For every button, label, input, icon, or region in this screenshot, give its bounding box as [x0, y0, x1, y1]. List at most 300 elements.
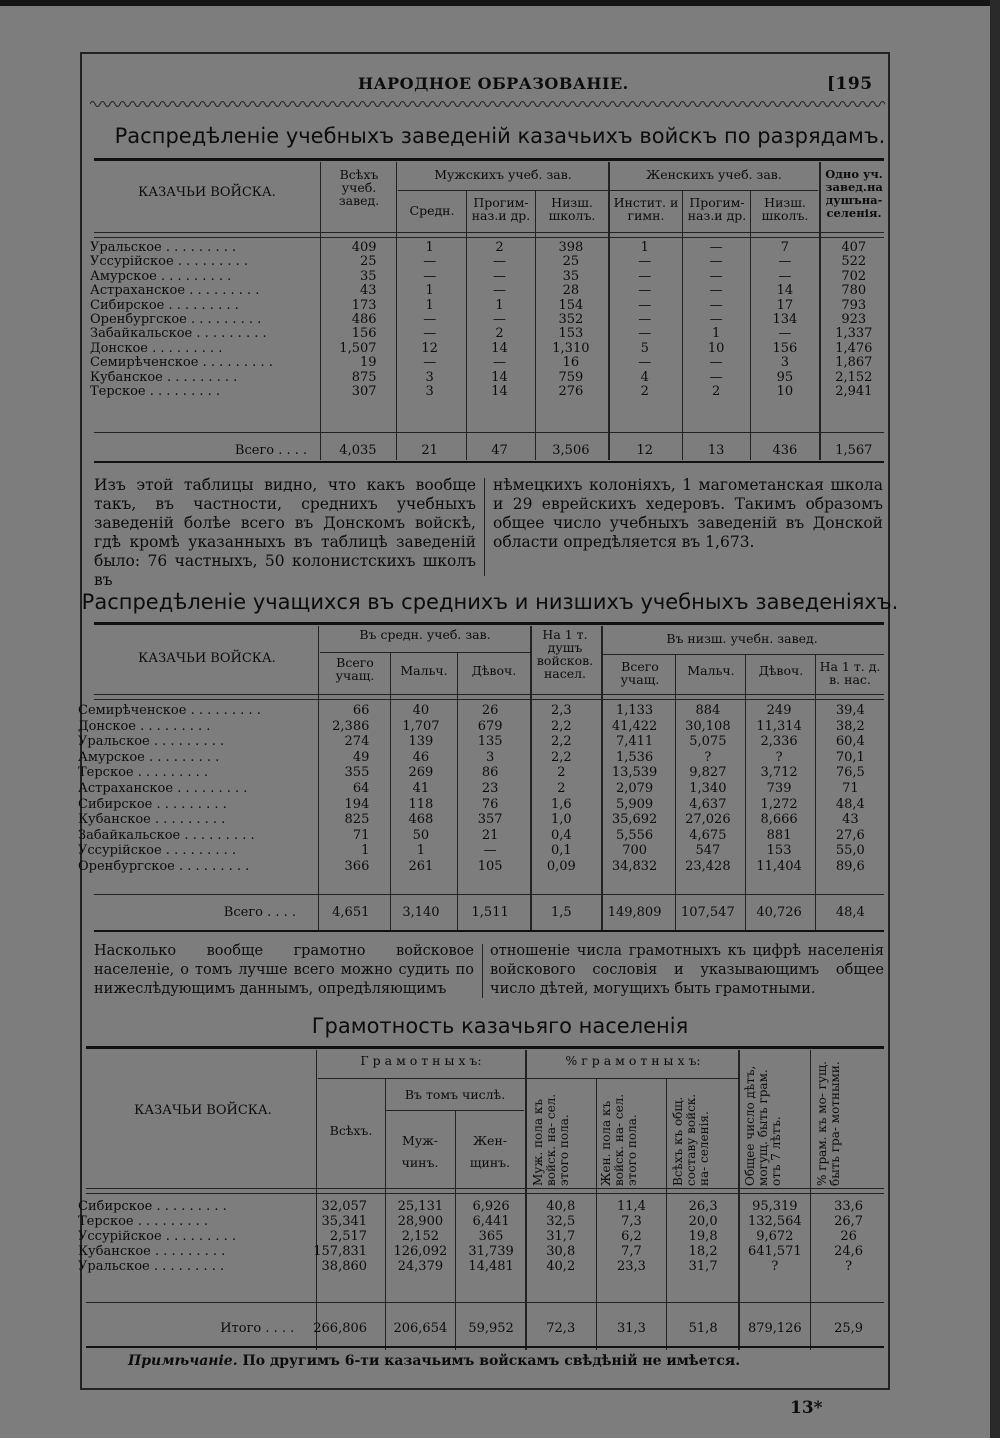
rule [94, 930, 884, 932]
table3-head-p2: Жен. пола къ войск. на- сел. этого пола. [599, 1093, 639, 1186]
table-cell: 759 [558, 369, 584, 385]
table-cell: 132,564 [747, 1214, 802, 1229]
footnote-label: Примѣчаніе. [128, 1353, 238, 1369]
table-cell: — [493, 311, 507, 327]
table-cell: 1,476 [835, 340, 873, 356]
row-label: Астраханское . . . . . . . . . [90, 284, 260, 299]
table3-head-vtom: Въ томъ числѣ. [404, 1087, 506, 1102]
table2-head-devoch2: Дѣвоч. [758, 663, 804, 678]
row-label: Амурское . . . . . . . . . [78, 750, 220, 765]
table-cell: 35 [562, 268, 580, 284]
table2-head-na1b: На 1 т. д. в. нас. [819, 659, 881, 687]
table-row [88, 313, 888, 327]
table1-title: Распредѣленіе учебныхъ заведеній казачьихъ войскъ по разрядамъ. [114, 124, 886, 148]
table-row [76, 1215, 886, 1230]
rule [320, 652, 530, 653]
row-label: Уссурійское . . . . . . . . . [90, 255, 249, 270]
table1-head-nizsh: Низш. школъ. [548, 195, 596, 223]
row-label: Кубанское . . . . . . . . . [90, 370, 238, 385]
rule [94, 622, 884, 625]
table-cell: 66 [352, 703, 370, 718]
table-cell: 118 [408, 796, 434, 812]
table-cell: 5,556 [615, 827, 654, 843]
table-cell: 25 [359, 254, 377, 270]
table-row [76, 704, 886, 720]
table-cell: 13,539 [611, 765, 658, 781]
table-cell: — [709, 311, 723, 327]
table-cell: 641,571 [747, 1244, 802, 1259]
table-row [76, 813, 886, 829]
row-label: Донское . . . . . . . . . [90, 341, 223, 356]
row-label: Всего . . . . [223, 906, 297, 920]
table-cell: 2,941 [835, 383, 873, 399]
rule [86, 1346, 884, 1348]
table-cell: — [778, 268, 792, 284]
table-cell: 26 [840, 1229, 857, 1244]
table3-head-pct: % г р а м о т н ы х ъ: [565, 1053, 701, 1068]
table-cell: 1,707 [402, 718, 440, 734]
rule [94, 232, 884, 238]
table-cell: 26 [481, 703, 499, 718]
table-cell: 4,651 [332, 905, 370, 920]
table-cell: 194 [344, 796, 370, 812]
table-cell: 4 [640, 369, 649, 385]
table-cell: 8,666 [760, 812, 798, 828]
table-cell: 780 [841, 283, 867, 299]
paragraph-2-left: Насколько вообще грамотно войсковое населеніе, о томъ лучше всего можно судить по нижеслѣдующимъ даннымъ, опредѣляющимъ [94, 943, 474, 997]
table-cell: — [638, 268, 652, 284]
rule [94, 894, 884, 895]
table-cell: 19,8 [688, 1229, 718, 1244]
table2-head-devoch: Дѣвоч. [471, 663, 517, 678]
table-cell: — [778, 254, 792, 270]
table-cell: 32,057 [321, 1199, 368, 1214]
table-cell: 39,4 [835, 703, 865, 718]
table-cell: 46 [412, 749, 430, 765]
table-cell: 2 [711, 383, 721, 399]
table-cell: 34,832 [611, 858, 658, 874]
table-cell: ? [771, 1259, 779, 1274]
table-cell: 64 [352, 780, 370, 796]
table2-head-vsego2: Всего учащ. [620, 659, 660, 687]
table1-head-male: Мужскихъ учеб. зав. [434, 167, 572, 182]
table-cell: 7,3 [621, 1214, 642, 1229]
table-cell: 19 [359, 355, 377, 371]
table-cell: 261 [408, 858, 434, 874]
table2-head-vsego: Всего учащ. [335, 655, 375, 683]
table-cell: 11,404 [756, 858, 802, 874]
table3-head-gram: Г р а м о т н ы х ъ: [360, 1053, 482, 1068]
table-row [76, 860, 886, 876]
table-cell: — [709, 297, 723, 313]
table-cell: 51,8 [688, 1321, 718, 1336]
table-cell: 41,422 [611, 718, 658, 734]
table-cell: 1,6 [551, 796, 572, 812]
row-label: Терское . . . . . . . . . [78, 766, 208, 781]
rule [484, 478, 485, 576]
table1-head-per: Одно уч. завед.на душъна- селенія. [825, 167, 883, 220]
row-label: Терское . . . . . . . . . [90, 384, 220, 399]
table-cell: 31,7 [688, 1259, 718, 1274]
table-cell: 95,319 [752, 1199, 798, 1214]
table1-head-progim2: Прогим- наз.и др. [687, 195, 747, 223]
table-cell: 1,337 [835, 326, 873, 342]
row-label: Уральское . . . . . . . . . [90, 241, 237, 255]
table1-body [88, 241, 888, 399]
table-cell: 468 [408, 812, 434, 828]
page-top-edge [0, 0, 1000, 6]
table3-head-vseh: Всѣхъ. [329, 1123, 373, 1138]
row-label: Астраханское . . . . . . . . . [78, 781, 248, 796]
table1-head-progim: Прогим- наз.и др. [471, 195, 531, 223]
table-cell: 59,952 [468, 1321, 514, 1336]
table-cell: 1,272 [760, 796, 798, 812]
table-cell: 40,8 [546, 1199, 576, 1214]
table3-head-p5: % грам. къ мо- гущ. быть гра- мотными. [815, 1061, 842, 1186]
table-cell: 26,3 [688, 1199, 718, 1214]
table-cell: 48,4 [835, 796, 865, 812]
table-cell: 1,507 [339, 340, 377, 356]
table-cell: 3 [425, 383, 434, 399]
table-cell: 7,7 [621, 1244, 642, 1259]
table-cell: 154 [558, 297, 584, 313]
table-cell: 409 [351, 240, 377, 255]
table-cell: ? [775, 749, 783, 765]
table-cell: 0,4 [551, 827, 572, 843]
table-cell: — [778, 326, 792, 342]
table-cell: 9,827 [689, 765, 727, 781]
table-cell: 153 [766, 843, 792, 859]
table-cell: 149,809 [607, 905, 662, 920]
table-cell: 1 [425, 240, 434, 255]
table-cell: 13 [707, 443, 725, 458]
row-label: Кубанское . . . . . . . . . [78, 813, 226, 828]
table-cell: 139 [408, 734, 434, 750]
table-cell: — [423, 254, 437, 270]
table1-head-instit: Инстит. и гимн. [613, 195, 679, 223]
table-cell: 89,6 [835, 858, 865, 874]
table-cell: 14 [491, 340, 508, 356]
table-cell: 25 [562, 254, 580, 270]
wavy-divider [90, 98, 885, 110]
table3-head-p4: Общее число дѣтъ, могущ. быть грам. отъ 7 лѣтъ. [743, 1065, 783, 1186]
table-cell: 2,386 [332, 718, 370, 734]
table-cell: 2,3 [551, 703, 572, 718]
table-cell: 11,314 [756, 718, 802, 734]
table-cell: 1 [711, 326, 721, 342]
table-cell: 4,035 [339, 443, 377, 458]
table-cell: 2,079 [615, 780, 654, 796]
table-cell: — [709, 240, 723, 255]
table-cell: 157,831 [313, 1244, 368, 1259]
table-cell: 40 [412, 703, 430, 718]
table-cell: 48,4 [835, 905, 865, 920]
table-cell: 1 [425, 297, 434, 313]
table-cell: 352 [558, 311, 584, 327]
table-cell: 3 [425, 369, 434, 385]
table2-title: Распредѣленіе учащихся въ среднихъ и низшихъ учебныхъ заведеніяхъ. [81, 590, 899, 614]
table-cell: 72,3 [546, 1321, 576, 1336]
table-cell: 33,6 [834, 1199, 864, 1214]
table-cell: 153 [558, 326, 584, 342]
table-cell: 16 [562, 355, 580, 371]
table-cell: 1,511 [471, 905, 509, 920]
table-cell: — [423, 326, 437, 342]
table2-head-name: КАЗАЧЬИ ВОЙСКА. [138, 651, 276, 666]
rule [86, 1046, 884, 1049]
table-cell: 2,517 [329, 1229, 368, 1244]
rule [94, 461, 884, 463]
table-cell: 23 [481, 780, 499, 796]
table-row [88, 356, 888, 370]
row-label: Донское . . . . . . . . . [78, 719, 211, 734]
table-cell: 1,0 [551, 812, 572, 828]
table-cell: 156 [351, 326, 377, 342]
table-cell: 274 [344, 734, 370, 750]
table-cell: 10 [707, 340, 725, 356]
row-label: Амурское . . . . . . . . . [90, 269, 232, 284]
table1-total [88, 444, 888, 458]
table-cell: 24,6 [834, 1244, 864, 1259]
table-cell: 31,739 [468, 1244, 514, 1259]
table-cell: 60,4 [835, 734, 865, 750]
rule [94, 432, 884, 433]
row-label: Уральское . . . . . . . . . [78, 735, 225, 750]
table-cell: 31,7 [546, 1229, 576, 1244]
table-cell: 76 [481, 796, 499, 812]
table-cell: 25,9 [834, 1321, 864, 1336]
row-label: Уссурійское . . . . . . . . . [78, 1230, 237, 1244]
table-cell: 1,133 [615, 703, 654, 718]
table-cell: 14 [776, 283, 794, 299]
total-row [76, 906, 886, 920]
table-cell: 12 [421, 340, 438, 356]
table-cell: 6,926 [472, 1199, 510, 1214]
table-cell: 881 [766, 827, 792, 843]
table-row [88, 327, 888, 341]
table-cell: 2,2 [551, 734, 572, 750]
row-label: Итого . . . . [220, 1322, 295, 1336]
table-cell: — [638, 311, 652, 327]
table-cell: 38,860 [321, 1259, 368, 1274]
table-cell: 366 [344, 858, 370, 874]
row-label: Семирѣченское . . . . . . . . . [78, 704, 261, 718]
table-row [76, 1260, 886, 1275]
table-cell: 206,654 [393, 1321, 448, 1336]
table-cell: 2 [495, 240, 504, 255]
table-cell: 71 [352, 827, 370, 843]
table-cell: 3 [485, 749, 495, 765]
rule [398, 190, 608, 191]
row-label: Сибирское . . . . . . . . . [78, 797, 227, 812]
table-cell: 436 [772, 443, 798, 458]
rule [86, 1302, 884, 1303]
table-cell: 1,536 [615, 749, 654, 765]
table-cell: 21 [421, 443, 438, 458]
rule [94, 694, 884, 700]
table-cell: 38,2 [835, 718, 865, 734]
table-cell: 1,867 [835, 355, 873, 371]
table-cell: — [493, 283, 507, 299]
table-cell: 269 [408, 765, 434, 781]
table-cell: 28 [562, 283, 580, 299]
table-cell: 357 [477, 812, 503, 828]
table-row [88, 241, 888, 255]
rule [86, 1188, 884, 1194]
total-row [76, 1322, 886, 1336]
table1-head-sred: Средн. [409, 203, 455, 218]
table-cell: 1 [640, 240, 649, 255]
table-cell: 14 [491, 369, 508, 385]
table-cell: — [423, 268, 437, 284]
table-cell: 700 [622, 843, 648, 859]
table3-head-name: КАЗАЧЬИ ВОЙСКА. [134, 1103, 272, 1118]
table-cell: — [709, 283, 723, 299]
table-cell: 18,2 [688, 1244, 718, 1259]
table3-head-muzh: Муж- чинъ. [401, 1133, 439, 1170]
table-cell: 43 [359, 283, 377, 299]
table-cell: — [423, 355, 437, 371]
table-cell: — [709, 369, 723, 385]
table-cell: 23,3 [616, 1259, 646, 1274]
table-row [76, 751, 886, 767]
table-cell: 40,2 [546, 1259, 576, 1274]
paragraph-1-left: Изъ этой таблицы видно, что какъ вообще такъ, въ частности, среднихъ учебныхъ заведеній болѣе всего въ Донскомъ войскѣ, гдѣ кромѣ указанныхъ въ таблицѣ заведеній было: 76 частныхъ, 50 колонистскихъ школъ въ [94, 476, 476, 589]
row-label: Оренбургское . . . . . . . . . [90, 312, 262, 327]
table-cell: 793 [841, 297, 867, 313]
table-row [88, 255, 888, 269]
table-cell: 70,1 [835, 749, 865, 765]
table-cell: 2 [640, 383, 649, 399]
table-cell: 3,140 [402, 905, 440, 920]
table-cell: 249 [766, 703, 792, 718]
table-cell: ? [845, 1259, 853, 1274]
table-cell: — [493, 254, 507, 270]
table-cell: — [638, 283, 652, 299]
table-cell: 825 [344, 812, 370, 828]
table-row [76, 1245, 886, 1260]
row-label: Семирѣченское . . . . . . . . . [90, 356, 273, 371]
page-number: [195 [827, 74, 873, 94]
row-label: Уссурійское . . . . . . . . . [78, 844, 237, 859]
table-cell: — [638, 326, 652, 342]
table-cell: 23,428 [685, 858, 731, 874]
table-cell: 126,092 [393, 1244, 448, 1259]
table-row [88, 385, 888, 399]
running-header: НАРОДНОЕ ОБРАЗОВАНІЕ. [358, 74, 629, 93]
table-row [88, 270, 888, 284]
table-cell: 0,1 [551, 843, 572, 859]
table-cell: 10 [776, 383, 794, 399]
row-label: Забайкальское . . . . . . . . . [78, 828, 255, 843]
signature-mark: 13* [790, 1398, 823, 1418]
table-cell: 398 [558, 240, 584, 255]
table-cell: 1,5 [551, 905, 572, 920]
table-cell: 47 [491, 443, 508, 458]
table-row [76, 720, 886, 736]
table2-head-sred: Въ средн. учеб. зав. [359, 627, 491, 642]
table-cell: 105 [477, 858, 503, 874]
paragraph-2-right: отношеніе числа грамотныхъ къ цифрѣ населенія войскового сословія и указывающимъ общее число дѣтей, могущихъ быть грамотными. [490, 943, 884, 997]
row-label: Сибирское . . . . . . . . . [90, 298, 239, 313]
table1-head-name: КАЗАЧЬИ ВОЙСКА. [138, 185, 276, 200]
table-cell: 20,0 [688, 1214, 718, 1229]
rule [602, 654, 884, 655]
table-cell: 9,672 [756, 1229, 794, 1244]
table-row [88, 299, 888, 313]
table-cell: 875 [351, 369, 377, 385]
table-cell: 6,2 [621, 1229, 642, 1244]
table-cell: 884 [695, 703, 721, 718]
footnote-text: По другимъ 6-ти казачьимъ войскамъ свѣдѣній не имѣется. [242, 1353, 741, 1369]
table-cell: 31,3 [616, 1321, 646, 1336]
table2-total [76, 906, 886, 920]
table-row [76, 735, 886, 751]
table-row [76, 798, 886, 814]
table-cell: 3,506 [552, 443, 590, 458]
table3-head-p3: Всѣхъ къ общ. составу войск. на- селенія. [671, 1093, 711, 1186]
table3-head-p1: Муж. пола къ войск. на- сел. этого пола. [531, 1093, 571, 1186]
table-cell: 71 [842, 780, 859, 796]
table1-head-female: Женскихъ учеб. зав. [646, 167, 782, 182]
table-cell: 522 [841, 254, 867, 270]
row-label: Терское . . . . . . . . . [78, 1215, 208, 1229]
table-cell: 49 [352, 749, 370, 765]
rule [610, 190, 818, 191]
row-label: Сибирское . . . . . . . . . [78, 1200, 227, 1214]
table-cell: 2 [495, 326, 504, 342]
table-cell: 17 [776, 297, 794, 313]
table-cell: — [638, 355, 652, 371]
table-cell: — [483, 843, 497, 859]
table-cell: 276 [558, 383, 584, 399]
table-cell: 32,5 [546, 1214, 576, 1229]
table-cell: 12 [636, 443, 654, 458]
table-cell: 107,547 [680, 905, 735, 920]
table3-head-zhen: Жен- щинъ. [469, 1133, 511, 1170]
table2-head-na1: На 1 т. душъ войсков. насел. [536, 627, 594, 681]
table-row [88, 371, 888, 385]
table-row [76, 844, 886, 860]
table2-head-malch: Мальч. [400, 663, 448, 678]
table-cell: 95 [776, 369, 794, 385]
table-cell: 679 [477, 718, 503, 734]
table-cell: 26,7 [834, 1214, 864, 1229]
table-cell: 486 [351, 311, 377, 327]
table-row [88, 284, 888, 298]
table-cell: 407 [841, 240, 867, 255]
table-cell: 3,712 [760, 765, 798, 781]
table-cell: 11,4 [616, 1199, 646, 1214]
table-cell: 30,8 [546, 1244, 576, 1259]
table-cell: 134 [772, 311, 798, 327]
table-cell: 2,2 [551, 718, 572, 734]
table-cell: 1,310 [552, 340, 590, 356]
table-cell: 2,336 [760, 734, 798, 750]
table-cell: 266,806 [313, 1321, 368, 1336]
table-row [76, 829, 886, 845]
table-cell: — [638, 254, 652, 270]
table3-title: Грамотность казачьяго населенія [311, 1014, 689, 1038]
table-cell: 27,026 [685, 812, 731, 828]
table-cell: — [423, 311, 437, 327]
table-cell: 6,441 [472, 1214, 510, 1229]
row-label: Забайкальское . . . . . . . . . [90, 327, 267, 342]
paragraph-1-right: нѣмецкихъ колоніяхъ, 1 магометанская школа и 29 еврейскихъ хедеровъ. Такимъ образомъ общее число учебныхъ заведеній въ Донской области опредѣляется въ 1,673. [493, 476, 883, 551]
table-cell: — [709, 355, 723, 371]
table-cell: 14 [491, 383, 508, 399]
page-right-edge [990, 0, 1000, 1438]
